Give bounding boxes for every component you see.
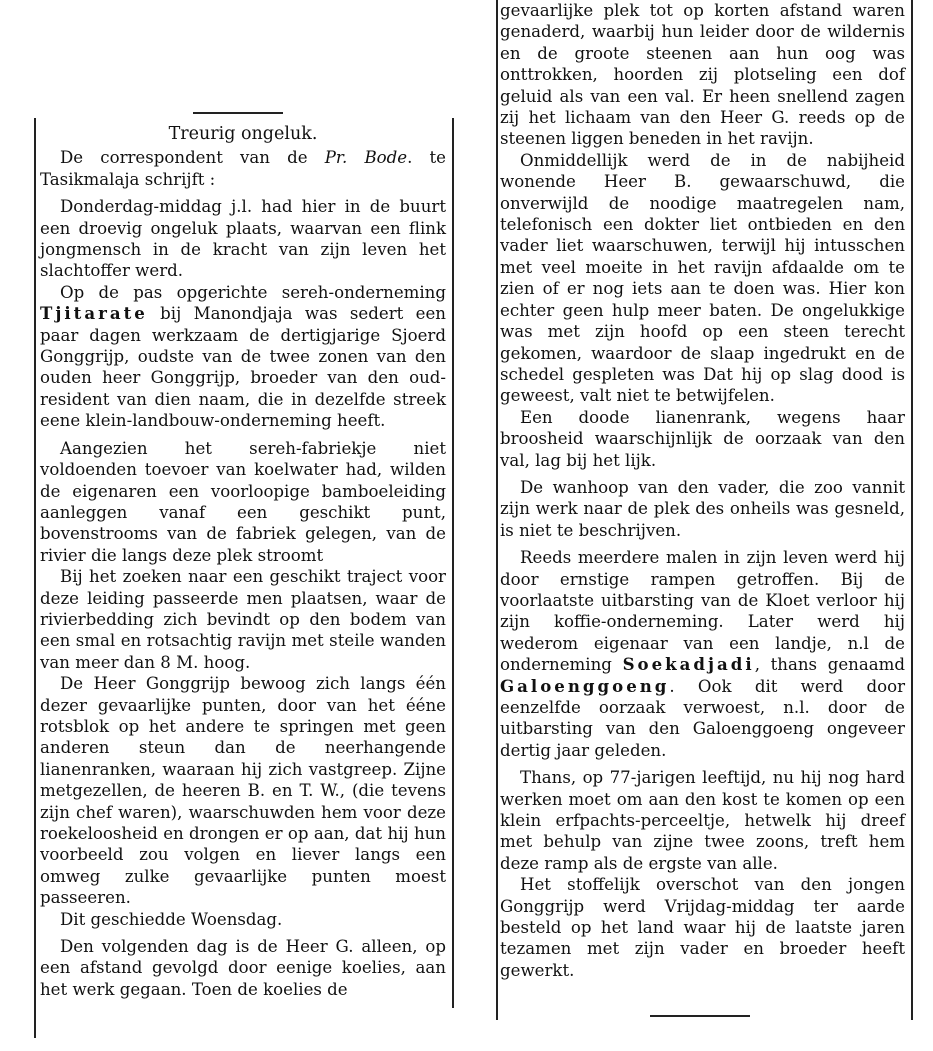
paragraph-3: Aangezien het sereh-fabriekje niet voldoenden toevoer van koelwater had, wilden de eigenaren een voorloopige bamboeleiding aanleggen vanaf een geschikt punt, bovenstrooms van de fabriek gelegen, van de rivier die langs deze plek stroomt [40,438,446,565]
paragraph-r5-text-b: , thans genaamd [754,655,905,675]
paragraph-r6: Thans, op 77-jarigen leeftijd, nu hij nog hard werken moet om aan den kost te komen op een klein erfpachts-perceeltje, hetwelk hij dreef met behulp van zijne twee zoons, treft hem deze ramp als de ergste van alle. [500,768,905,873]
paragraph-2-text-a: Op de pas opgerichte sereh-onderneming [60,282,446,302]
estate-name-tjitarate: Tjitarate [40,303,148,324]
paragraph-2-text-b: bij Manondjaja was sedert een paar dagen werkzaam de dertigjarige Sjoerd Gonggrijp, oudste van de twee zonen van den ouden heer Gonggrijp, broeder van den oud-resident van dien naam, die in dezelfde streek eene klein-landbouw-onderneming heeft. [40,304,446,431]
column-rule-right [911,0,913,1020]
paragraph-6: Dit geschiedde Woensdag. [60,909,283,929]
column-rule-middle-left [452,118,454,1008]
paragraph-2 [40,282,446,432]
paragraph-1: Donderdag-middag j.l. had hier in de buurt een droevig ongeluk plaats, waarvan een flink jongmensch in de kracht van zijn leven het slachtoffer werd. [40,197,446,281]
paragraph-r2: Onmiddellijk werd de in de nabijheid wonende Heer B. gewaarschuwd, die onverwijld de noodige maatregelen nam, telefonisch een dokter liet ontbieden en den vader liet waarschuwen, terwijl hij intusschen met veel moeite in het ravijn afdaalde om te zien of er nog iets aan te doen was. Hier kon echter geen hulp meer baten. De ongelukkige was met zijn hoofd op een steen terecht gekomen, waardoor de slaap ingedrukt en de schedel gespleten was Dat hij op slag dood is geweest, valt niet te betwijfelen. [500,150,905,406]
paragraph-r4: De wanhoop van den vader, die zoo vannit zijn werk naar de plek des onheils was gesneld, is niet te beschrijven. [500,477,905,540]
estate-name-soekadjadi: Soekadjadi [622,654,755,675]
estate-name-galoenggoeng: Galoenggoeng [500,675,670,696]
article-title: Treurig ongeluk. [168,124,318,144]
paragraph-r5-text-a: Reeds meerdere malen in zijn leven werd hij door ernstige rampen getroffen. Bij de voorlaatste uitbarsting van de Kloet verloor hij zijn koffie-onderneming. Later werd hij wederom eigenaar van een landje, n.l de onderneming [500,548,905,675]
left-column [40,116,446,1000]
intro-text-a: De correspondent van de [60,148,308,168]
top-rule [193,112,283,114]
paragraph-r7: Het stoffelijk overschot van den jongen Gonggrijp werd Vrijdag-middag ter aarde besteld op het land waar hij de laatste jaren tezamen met zijn vader en broeder heeft gewerkt. [500,875,905,980]
paragraph-r1: gevaarlijke plek tot op korten afstand waren genaderd, waarbij hun leider door de wildernis en de groote steenen aan hun oog was onttrokken, hoorden zij plotseling een dof geluid als van een val. Er heen snellend zagen zij het lichaam van den Heer G. reeds op de steenen liggen beneden in het ravijn. [500,1,905,149]
paragraph-5: De Heer Gonggrijp bewoog zich langs één dezer gevaarlijke punten, door van het ééne rotsblok op het andere te springen met geen anderen steun dan de neerhangende lianenranken, waaraan hij zich vastgreep. Zijne metgezellen, de heeren B. en T. W., (die tevens zijn chef waren), waarschuwden hem voor deze roekeloosheid en drongen er op aan, dat hij hun voorbeeld zou volgen en liever langs een omweg zulke gevaarlijke punten moest passeeren. [40,674,446,908]
paragraph-r5 [500,547,905,761]
paragraph-r3: Een doode lianenrank, wegens haar broosheid waarschijnlijk de oorzaak van den val, lag bij het lijk. [500,407,905,470]
newspaper-name: Pr. Bode [324,148,408,168]
bottom-rule [650,1015,750,1017]
right-column [500,0,905,981]
column-rule-middle-right [496,0,498,1020]
column-rule-left [34,118,36,1038]
intro-text-b: . te Tasikmalaja schrijft : [40,148,446,189]
paragraph-4: Bij het zoeken naar een geschikt traject voor deze leiding passeerde men plaatsen, waar de rivierbedding zich bevindt op den bodem van een smal en rotsachtig ravijn met steile wanden van meer dan 8 M. hoog. [40,567,446,672]
intro-paragraph [40,147,446,190]
paragraph-r5-text-c: . Ook dit werd door eenzelfde oorzaak verwoest, n.l. door de uitbarsting van den Galoenggoeng ongeveer dertig jaar geleden. [500,676,905,760]
paragraph-7: Den volgenden dag is de Heer G. alleen, op een afstand gevolgd door eenige koelies, aan het werk gegaan. Toen de koelies de [40,937,446,999]
